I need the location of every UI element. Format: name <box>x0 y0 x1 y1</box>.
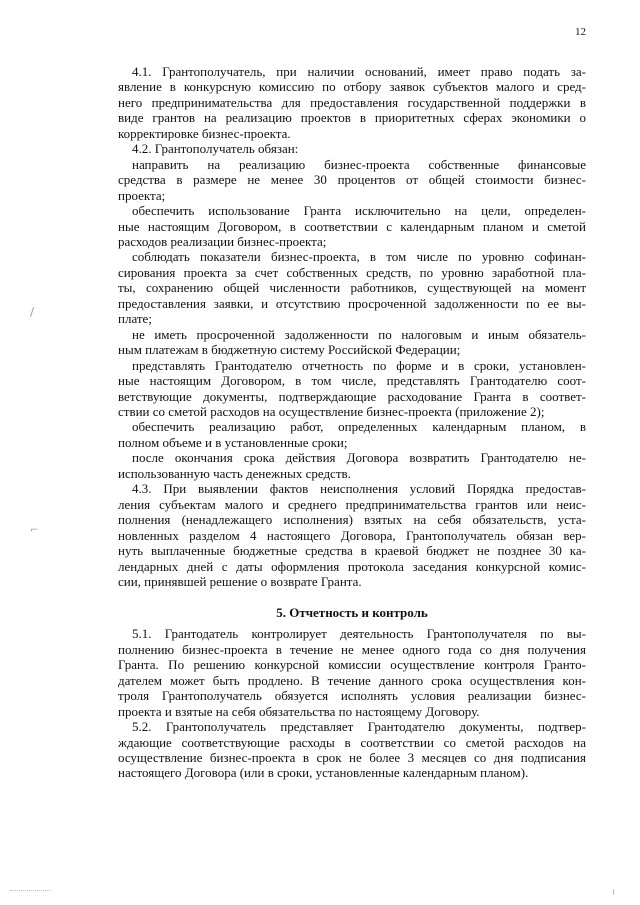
text-line: обеспечить реализацию работ, определенных календарным планом, в <box>132 419 586 435</box>
document-body <box>118 64 586 781</box>
text-line: сии, принявшей решение о возврате Гранта. <box>118 573 362 589</box>
text-line: плате; <box>118 311 152 327</box>
text-line: после окончания срока действия Договора возвратить Грантодателю не- <box>132 450 586 466</box>
text-line: 4.3. При выявлении фактов неисполнения условий Порядка предостав- <box>132 481 586 497</box>
text-line: него предпринимательства для предоставления государственной поддержки в <box>118 94 586 110</box>
text-line: ствии со сметой расходов на осуществление бизнес-проекта (приложение 2); <box>118 403 545 419</box>
text-line: сирования проекта за счет собственных средств, по уровню заработной пла- <box>118 264 586 280</box>
text-line: 4.1. Грантополучатель, при наличии оснований, имеет право подать за- <box>132 64 586 79</box>
scan-artifact-mark: / <box>30 305 35 319</box>
text-line: соблюдать показатели бизнес-проекта, в том числе по уровню софинан- <box>132 249 586 265</box>
paragraph <box>118 64 586 141</box>
paragraph <box>118 358 586 420</box>
text-line: представлять Грантодателю отчетность по форме и в сроки, установлен- <box>132 357 586 373</box>
text-line: Гранта. По решению конкурсной комиссии осуществление контроля Гранто- <box>118 657 586 673</box>
text-line: полнению бизнес-проекта в течение не менее одного года со дня получения <box>118 641 586 657</box>
paragraph <box>118 203 586 249</box>
paragraph <box>118 450 586 481</box>
scan-artifact-tick <box>613 889 620 895</box>
text-line: не иметь просроченной задолженности по налоговым и иным обязатель- <box>132 326 586 342</box>
text-line: полном объеме и в установленные сроки; <box>118 434 348 450</box>
paragraph <box>118 626 586 719</box>
text-line: ные настоящим Договором, в соответствии с календарным планом и сметой <box>118 218 586 234</box>
text-line: 5.1. Грантодатель контролирует деятельность Грантополучателя по вы- <box>132 626 586 642</box>
text-line: нуть выплаченные бюджетные средства в краевой бюджет не позднее 30 ка- <box>118 543 586 559</box>
text-line: настоящего Договора (или в сроки, установленные календарным планом). <box>118 765 529 781</box>
text-line: расходов реализации бизнес-проекта; <box>118 233 327 249</box>
text-line: виде грантов на реализацию проектов в приоритетных сферах экономики о <box>118 110 586 126</box>
text-line: осуществление бизнес-проекта в срок не более 3 месяцев со дня подписания <box>118 750 586 766</box>
text-line: троля Грантополучатель обязуется исполнять условия реализации бизнес- <box>118 688 586 704</box>
text-line: ные настоящим Договором, в том числе, представлять Грантодателю соот- <box>118 373 586 389</box>
text-line: 5.2. Грантополучатель представляет Грантодателю документы, подтвер- <box>132 719 586 735</box>
text-line: полнения (ненадлежащего исполнения) взятых на себя обязательств, уста- <box>118 512 586 528</box>
text-line: лендарных дней с даты оформления протокола заседания конкурсной комис- <box>118 558 586 574</box>
text-line: направить на реализацию бизнес-проекта собственные финансовые <box>132 156 586 172</box>
section-5-body <box>118 626 586 781</box>
paragraph <box>118 419 586 450</box>
text-line: 4.2. Грантополучатель обязан: <box>132 141 299 157</box>
text-line: использованную часть денежных средств. <box>118 465 351 481</box>
text-line: ления субъектам малого и среднего предпринимательства грантов или неис- <box>118 496 586 512</box>
paragraph <box>118 249 586 326</box>
paragraph <box>118 481 586 589</box>
text-line: обеспечить использование Гранта исключительно на цели, определен- <box>132 203 586 219</box>
text-line: новленных разделом 4 настоящего Договора, Грантополучатель обязан вер- <box>118 527 586 543</box>
paragraph <box>118 719 586 781</box>
text-line: ты, сохранению общей численности работников, существующей на момент <box>118 280 586 296</box>
text-line: средства в размере не менее 30 процентов от общей стоимости бизнес- <box>118 172 586 188</box>
text-line: дателем может быть продлено. В течение данного срока осуществления кон- <box>118 672 586 688</box>
text-line: явление в конкурсную комиссию по отбору заявок субъектов малого и сред- <box>118 79 586 95</box>
paragraph <box>118 141 586 156</box>
text-line: ветствующие документы, подтверждающие расходование Гранта в соответ- <box>118 388 586 404</box>
paragraph <box>118 327 586 358</box>
scan-artifact-line <box>10 890 50 893</box>
section-heading: 5. Отчетность и контроль <box>276 605 428 621</box>
text-line: предоставления заявки, и отсутствию просроченной задолженности по ее вы- <box>118 295 586 311</box>
scan-artifact-mark: ⌐ <box>30 525 39 536</box>
page-number: 12 <box>575 26 586 38</box>
text-line: проекта; <box>118 187 166 203</box>
text-line: ждающие соответствующие расходы в соответствии со сметой расходов на <box>118 734 586 750</box>
text-line: ным платежам в бюджетную систему Российской Федерации; <box>118 342 461 358</box>
section-4-body <box>118 64 586 589</box>
text-line: проекта и взятые на себя обязательства по настоящему Договору. <box>118 703 480 719</box>
text-line: корректировке бизнес-проекта. <box>118 125 291 141</box>
paragraph <box>118 157 586 203</box>
